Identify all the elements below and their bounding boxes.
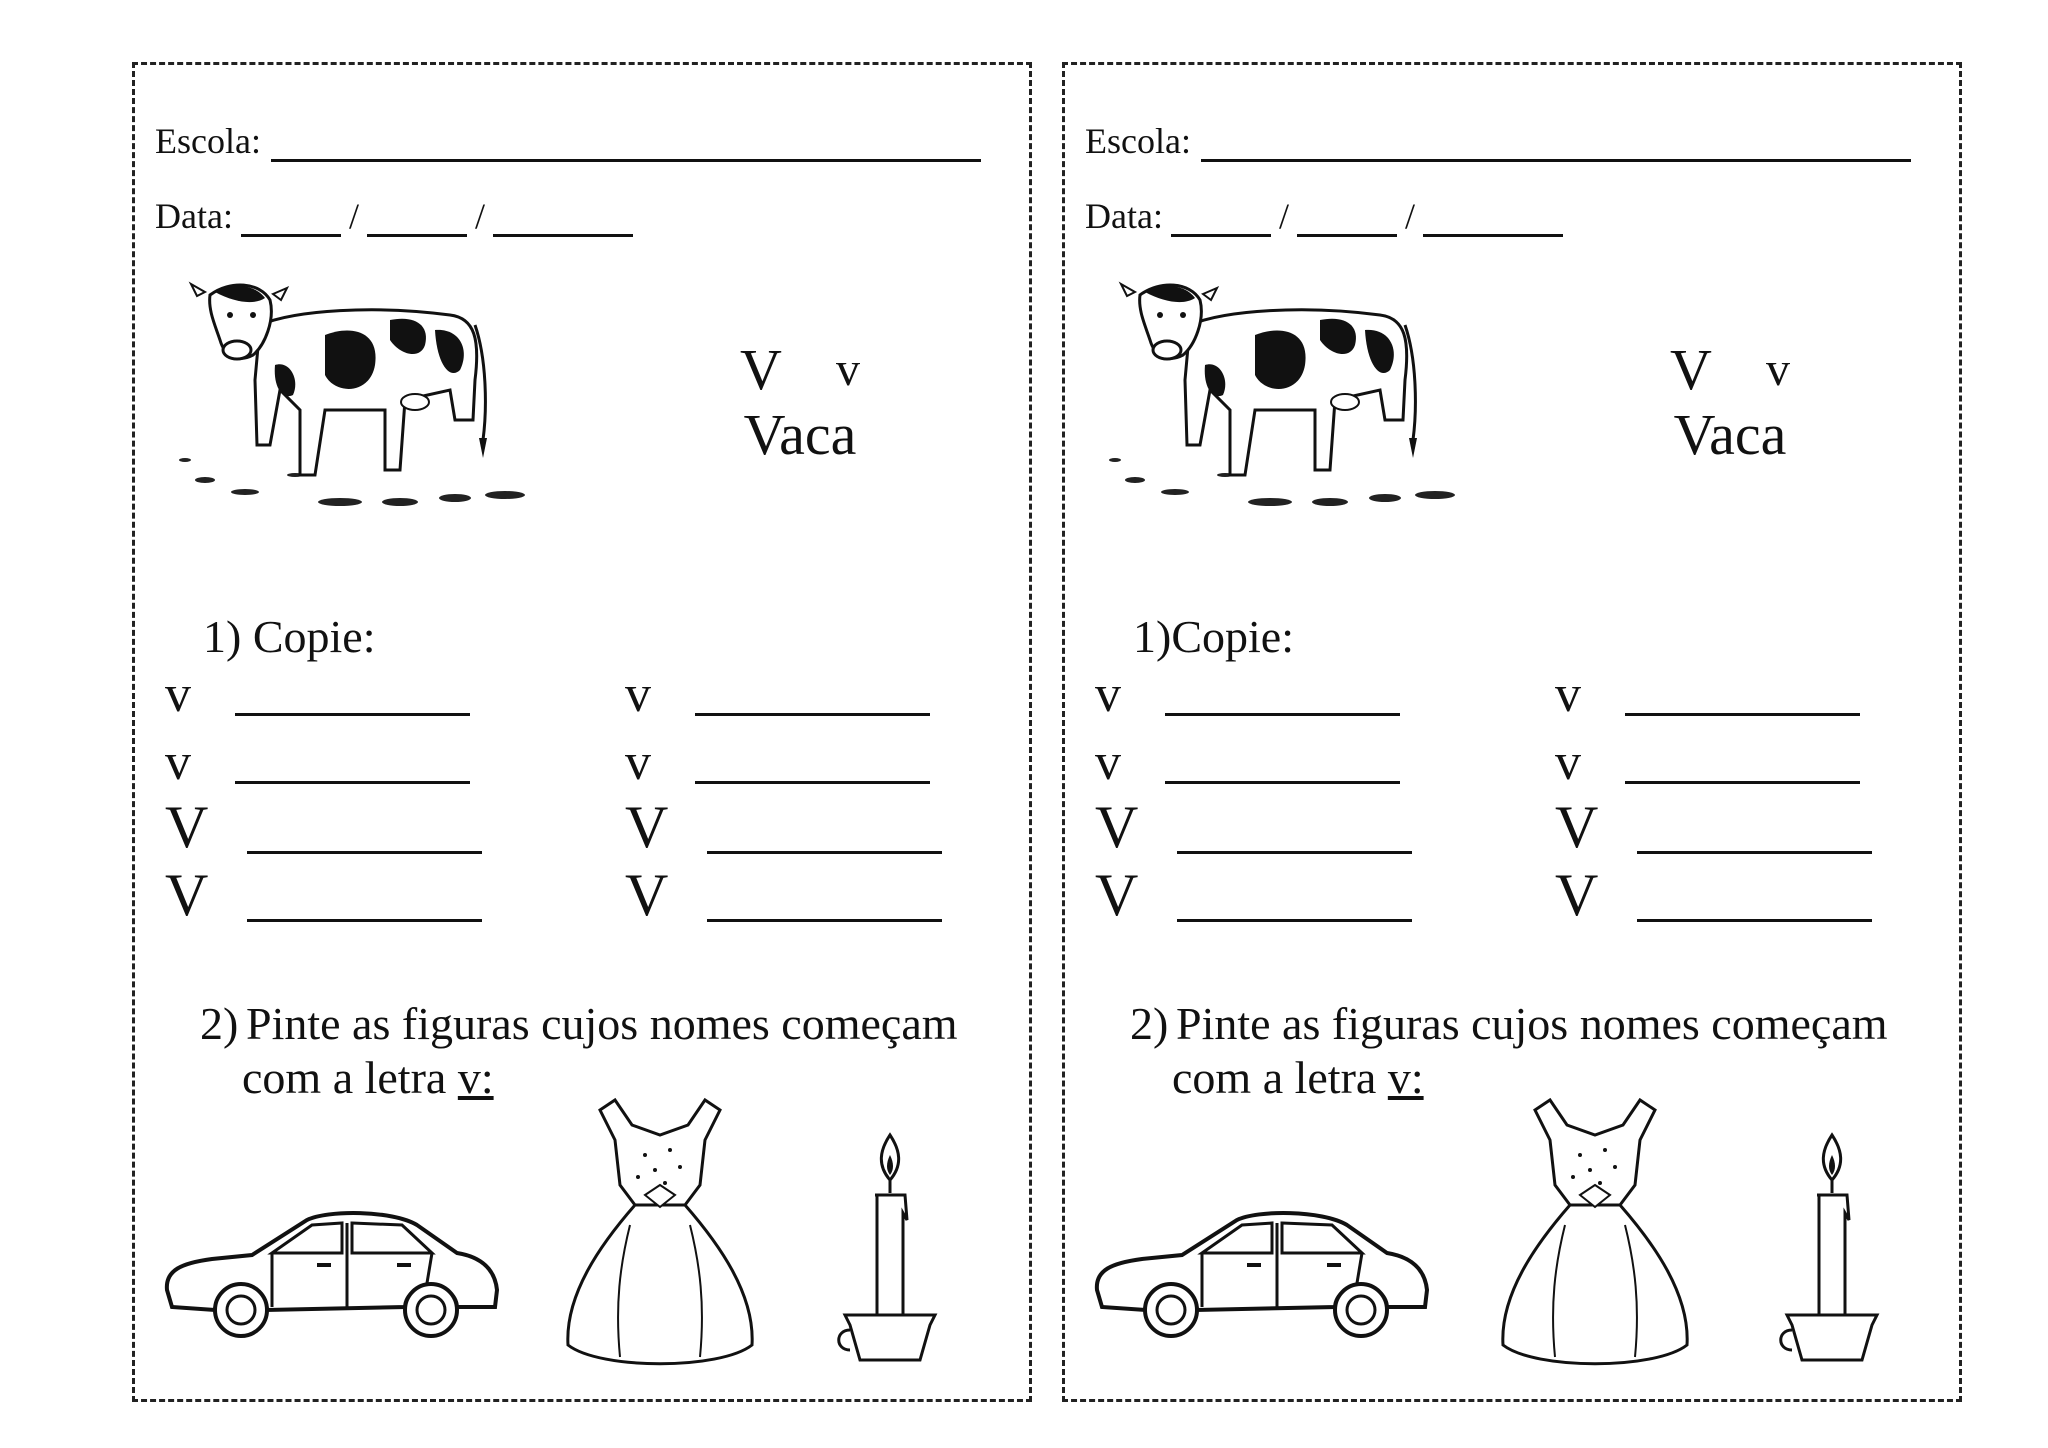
cow-illustration (175, 270, 545, 510)
date-separator: / (1404, 196, 1415, 236)
date-separator: / (1278, 196, 1289, 236)
question-2-number: 2) (1130, 998, 1169, 1049)
copy-row (1095, 733, 1400, 792)
copy-row (1555, 733, 1860, 792)
day-blank-line[interactable] (241, 202, 341, 237)
candle-icon[interactable] (835, 1125, 945, 1375)
copy-letter: v (1095, 734, 1121, 791)
month-blank-line[interactable] (367, 202, 467, 237)
copy-letter: V (1555, 794, 1599, 860)
letter-header (1645, 337, 1815, 470)
worksheet-left (132, 62, 1032, 1402)
escola-field (155, 120, 981, 162)
question-2-text (200, 997, 958, 1105)
car-icon[interactable] (157, 1195, 502, 1345)
copy-letter: v (625, 666, 651, 723)
question-2-number: 2) (200, 998, 239, 1049)
escola-label: Escola: (155, 121, 261, 161)
data-label: Data: (1085, 196, 1163, 236)
copy-row (1555, 793, 1872, 862)
escola-label: Escola: (1085, 121, 1191, 161)
copy-row (625, 733, 930, 792)
copy-row (165, 733, 470, 792)
question-2-text (1130, 997, 1888, 1105)
copy-row (1095, 793, 1412, 862)
copy-blank-line[interactable] (235, 781, 470, 784)
copy-row (165, 861, 482, 930)
worksheet-right (1062, 62, 1962, 1402)
copy-row (625, 861, 942, 930)
copy-letter: v (1555, 666, 1581, 723)
copy-letter: v (165, 666, 191, 723)
copy-letter: v (625, 734, 651, 791)
copy-blank-line[interactable] (695, 781, 930, 784)
copy-blank-line[interactable] (1625, 713, 1860, 716)
copy-row (1555, 861, 1872, 930)
copy-row (1555, 665, 1860, 724)
target-letter: v: (457, 1052, 494, 1103)
year-blank-line[interactable] (493, 202, 633, 237)
question-2-line1: Pinte as figuras cujos nomes começam (246, 998, 958, 1049)
copy-blank-line[interactable] (1177, 919, 1412, 922)
copy-blank-line[interactable] (1625, 781, 1860, 784)
question-2-line2: com a letra (242, 1052, 458, 1103)
copy-row (625, 665, 930, 724)
data-field (155, 195, 633, 237)
escola-blank-line[interactable] (1201, 127, 1911, 162)
question-2-line1: Pinte as figuras cujos nomes começam (1176, 998, 1888, 1049)
copy-blank-line[interactable] (247, 919, 482, 922)
date-separator: / (348, 196, 359, 236)
copy-row (165, 793, 482, 862)
copy-blank-line[interactable] (707, 919, 942, 922)
uppercase-letter: V (740, 337, 782, 402)
copy-blank-line[interactable] (235, 713, 470, 716)
uppercase-letter: V (1670, 337, 1712, 402)
data-label: Data: (155, 196, 233, 236)
day-blank-line[interactable] (1171, 202, 1271, 237)
year-blank-line[interactable] (1423, 202, 1563, 237)
copy-blank-line[interactable] (1637, 919, 1872, 922)
copy-letter: V (1095, 794, 1139, 860)
lowercase-letter: v (1765, 343, 1790, 396)
escola-field (1085, 120, 1911, 162)
copy-letter: v (1555, 734, 1581, 791)
escola-blank-line[interactable] (271, 127, 981, 162)
target-letter: v: (1387, 1052, 1424, 1103)
dress-icon[interactable] (560, 1095, 760, 1370)
copy-blank-line[interactable] (1165, 713, 1400, 716)
copy-row (1095, 665, 1400, 724)
copy-blank-line[interactable] (1165, 781, 1400, 784)
copy-letter: V (1555, 862, 1599, 928)
copy-row (165, 665, 470, 724)
copy-row (625, 793, 942, 862)
copy-blank-line[interactable] (695, 713, 930, 716)
candle-icon[interactable] (1777, 1125, 1887, 1375)
copy-row (1095, 861, 1412, 930)
date-separator: / (474, 196, 485, 236)
dress-icon[interactable] (1495, 1095, 1695, 1370)
car-icon[interactable] (1087, 1195, 1432, 1345)
data-field (1085, 195, 1563, 237)
copy-letter: V (1095, 862, 1139, 928)
copy-blank-line[interactable] (1637, 851, 1872, 854)
example-word: Vaca (743, 402, 857, 467)
copy-blank-line[interactable] (247, 851, 482, 854)
question-1-title: 1) Copie: (203, 611, 376, 662)
copy-letter: v (1095, 666, 1121, 723)
copy-letter: V (165, 794, 209, 860)
copy-blank-line[interactable] (707, 851, 942, 854)
copy-letter: V (625, 794, 669, 860)
letter-header (715, 337, 885, 470)
question-2-line2: com a letra (1172, 1052, 1388, 1103)
copy-letter: V (625, 862, 669, 928)
question-1-title: 1)Copie: (1133, 611, 1294, 662)
copy-blank-line[interactable] (1177, 851, 1412, 854)
copy-letter: v (165, 734, 191, 791)
lowercase-letter: v (835, 343, 860, 396)
copy-letter: V (165, 862, 209, 928)
month-blank-line[interactable] (1297, 202, 1397, 237)
cow-illustration (1105, 270, 1475, 510)
example-word: Vaca (1673, 402, 1787, 467)
